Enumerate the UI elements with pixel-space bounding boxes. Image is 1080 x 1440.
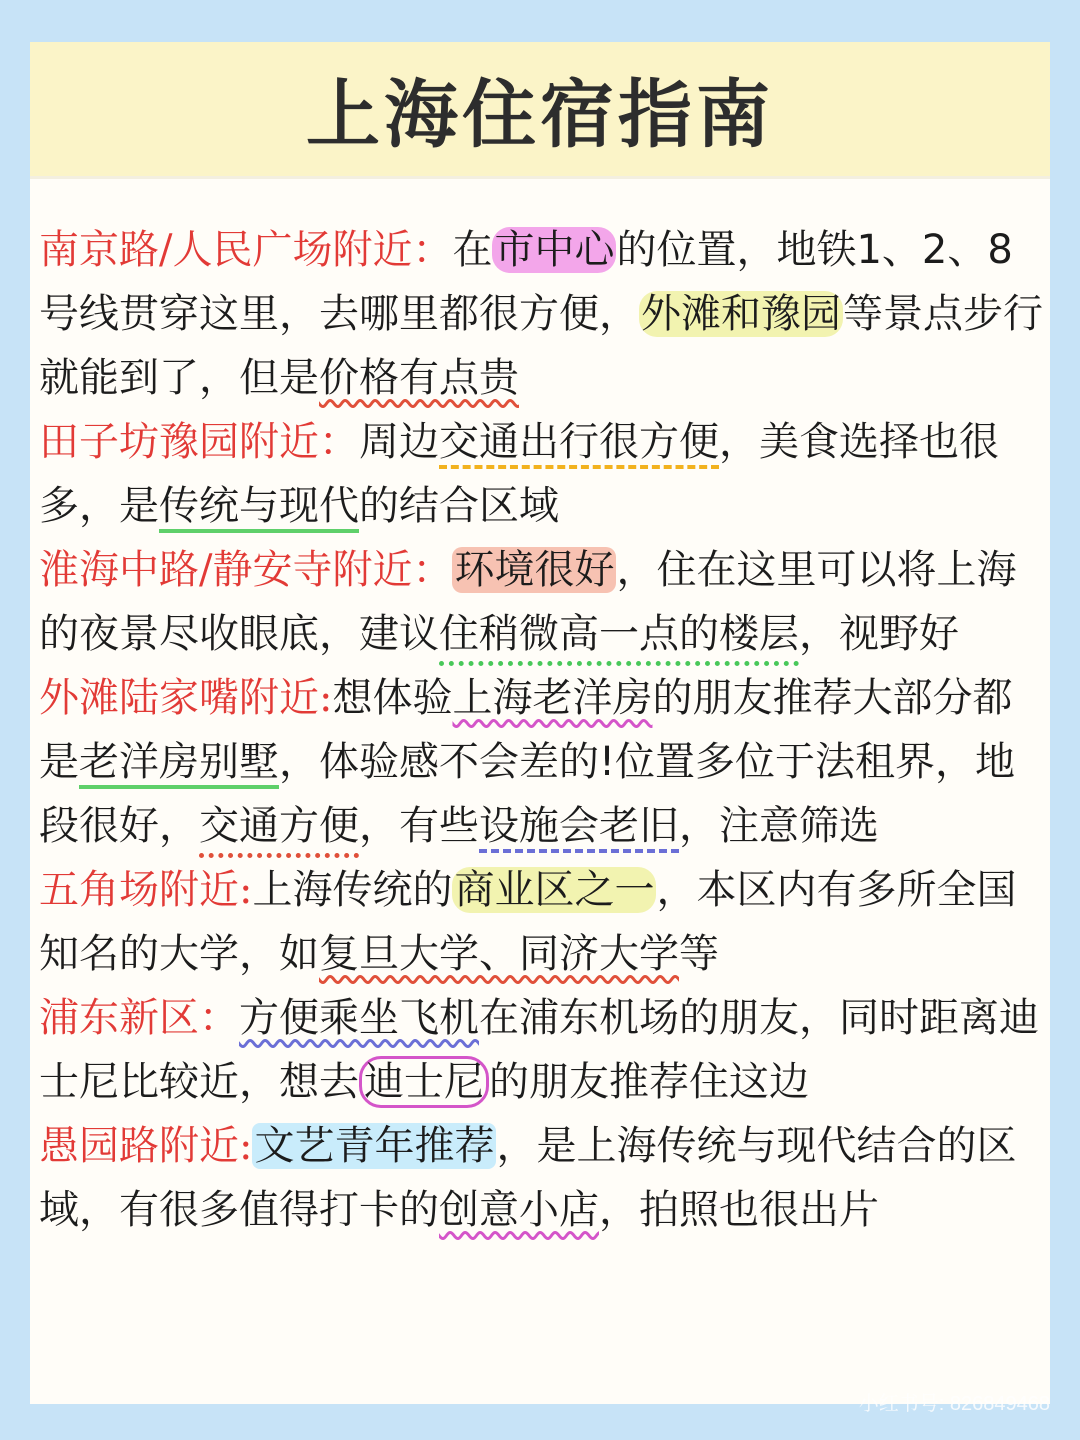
highlighted-phrase: 传统与现代 <box>159 483 359 529</box>
watermark: 小红书号: 826849468 <box>858 1393 1050 1415</box>
description-text: 的结合区域 <box>359 483 559 529</box>
description-text: 想体验 <box>332 675 453 721</box>
highlighted-phrase: 外滩和豫园 <box>641 291 841 337</box>
description-text: ，注意筛选 <box>679 803 879 849</box>
description-text: ，住在这里可以将上海的夜景尽收眼底，建议 <box>39 547 1017 657</box>
description-text: 的朋友推荐住这边 <box>489 1059 809 1105</box>
highlighted-phrase: 市中心 <box>494 227 615 273</box>
area-entry <box>39 666 1049 858</box>
area-label: 南京路/人民广场附近： <box>39 227 453 273</box>
highlighted-phrase: 价格有点贵 <box>319 355 519 401</box>
description-text: ，视野好 <box>799 611 959 657</box>
description-text: ，拍照也很出片 <box>599 1187 879 1233</box>
highlighted-phrase: 迪士尼 <box>359 1056 489 1108</box>
area-entry <box>39 858 1049 986</box>
description-text: ，美食选择也很多，是 <box>39 419 999 529</box>
highlighted-phrase: 创意小店 <box>439 1187 599 1233</box>
description-text: 在浦东机场的朋友，同时距离迪士尼比较近，想去 <box>39 995 1039 1105</box>
highlighted-phrase: 设施会老旧 <box>479 803 679 849</box>
description-text: 上海传统的 <box>252 867 453 913</box>
area-label: 外滩陆家嘴附近: <box>39 675 333 721</box>
description-text: ，体验感不会差的!位置多位于法租界，地段很好， <box>39 739 1016 849</box>
description-text: 的朋友推荐大部分都是 <box>39 675 1013 785</box>
title-banner <box>30 42 1050 179</box>
description-text: ，本区内有多所全国知名的大学，如 <box>39 867 1017 977</box>
highlighted-phrase: 方便乘坐飞机 <box>239 995 479 1041</box>
guide-card <box>30 42 1050 1404</box>
area-label: 淮海中路/静安寺附近： <box>39 547 453 593</box>
highlighted-phrase: 上海老洋房 <box>452 675 653 721</box>
area-entry <box>39 1114 1049 1242</box>
description-text: 等景点步行就能到了，但是 <box>39 291 1043 401</box>
highlighted-phrase: 环境很好 <box>454 547 615 593</box>
area-label: 五角场附近: <box>39 867 253 913</box>
highlighted-phrase: 文艺青年推荐 <box>254 1123 495 1169</box>
highlighted-phrase: 交通方便 <box>199 803 359 849</box>
description-text: 等 <box>679 931 719 977</box>
highlighted-phrase: 交通出行很方便 <box>439 419 719 465</box>
area-label: 愚园路附近: <box>39 1123 253 1169</box>
area-entry <box>39 410 1049 538</box>
entries-list <box>39 218 1049 1242</box>
area-entry <box>39 538 1049 666</box>
area-entry <box>39 986 1049 1114</box>
description-text: ，有些 <box>359 803 479 849</box>
highlighted-phrase: 住稍微高一点的楼层 <box>439 611 799 657</box>
area-entry <box>39 218 1049 410</box>
highlighted-phrase: 老洋房别墅 <box>79 739 279 785</box>
description-text: 在 <box>452 227 493 273</box>
description-text: ，是上海传统与现代结合的区域，有很多值得打卡的 <box>39 1123 1017 1233</box>
highlighted-phrase: 商业区之一 <box>454 867 655 913</box>
page-title: 上海住宿指南 <box>306 72 774 158</box>
highlighted-phrase: 复旦大学、同济大学 <box>319 931 679 977</box>
description-text: 的位置，地铁1、2、8号线贯穿这里，去哪里都很方便， <box>39 227 1013 337</box>
area-label: 田子坊豫园附近： <box>39 419 359 465</box>
area-label: 浦东新区： <box>39 995 239 1041</box>
description-text: 周边 <box>359 419 439 465</box>
